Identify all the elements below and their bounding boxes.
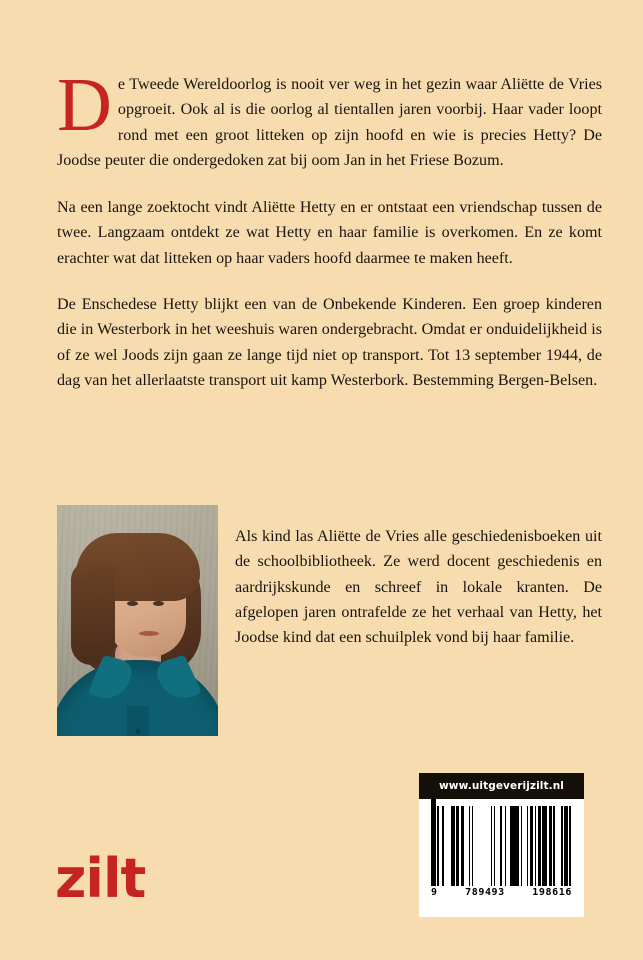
barcode-panel	[419, 773, 584, 917]
barcode-graphic	[419, 799, 584, 917]
isbn-group-2: 198616	[532, 887, 572, 898]
blurb-paragraph-3: De Enschedese Hetty blijkt een van de Onbekende Kinderen. Een groep kinderen die in Westerbork in het weeshuis waren ondergebracht. Omdat er onduidelijkheid is of ze wel Joods zijn gaan ze lange tijd niet op transport. Tot 13 september 1944, de dag van het allerlaatste transport uit kamp Westerbork. Bestemming Bergen-Belsen.	[57, 296, 602, 389]
isbn-lead-digit: 9	[431, 887, 438, 898]
drop-cap-letter: D	[57, 63, 112, 147]
barcode-digits	[431, 886, 574, 898]
author-bio-text: Als kind las Aliëtte de Vries alle geschiedenisboeken uit de schoolbibliotheek. Ze werd docent geschiedenis en aardrijkskunde en schreef in lokale kranten. De afgelopen jaren ontrafelde ze het verhaal van Hetty, het Joodse kind dat een schuilplek vond bij haar familie.	[235, 528, 602, 647]
portrait-eye-left	[127, 601, 138, 606]
portrait-eye-right	[153, 601, 164, 606]
author-portrait-photo	[57, 505, 218, 736]
portrait-mouth	[139, 631, 159, 636]
publisher-logo: zilt	[55, 847, 146, 910]
blurb-paragraph-2: Na een lange zoektocht vindt Aliëtte Hetty en er ontstaat een vriendschap tussen de twee. Langzaam ontdekt ze wat Hetty en haar familie is overkomen. En ze komt erachter wat dat litteken op haar vaders hoofd daarmee te maken heeft.	[57, 199, 602, 267]
portrait-hair-side	[71, 561, 115, 665]
blurb-text-block	[57, 63, 602, 393]
blurb-paragraph-1	[57, 63, 602, 173]
portrait-shirt-button	[135, 729, 140, 734]
isbn-group-1: 789493	[465, 887, 505, 898]
blurb-paragraph-1-text: e Tweede Wereldoorlog is nooit ver weg in het gezin waar Aliëtte de Vries opgroeit. Ook al is die oorlog al tientallen jaren voorbij. Haar vader loopt rond met een groot litteken op zijn hoofd en wie is precies Hetty? De Joodse peuter die ondergedoken zat bij oom Jan in het Friese Bozum.	[57, 76, 602, 169]
publisher-website-url: www.uitgeverijzilt.nl	[419, 773, 584, 799]
barcode-bars	[431, 806, 574, 886]
